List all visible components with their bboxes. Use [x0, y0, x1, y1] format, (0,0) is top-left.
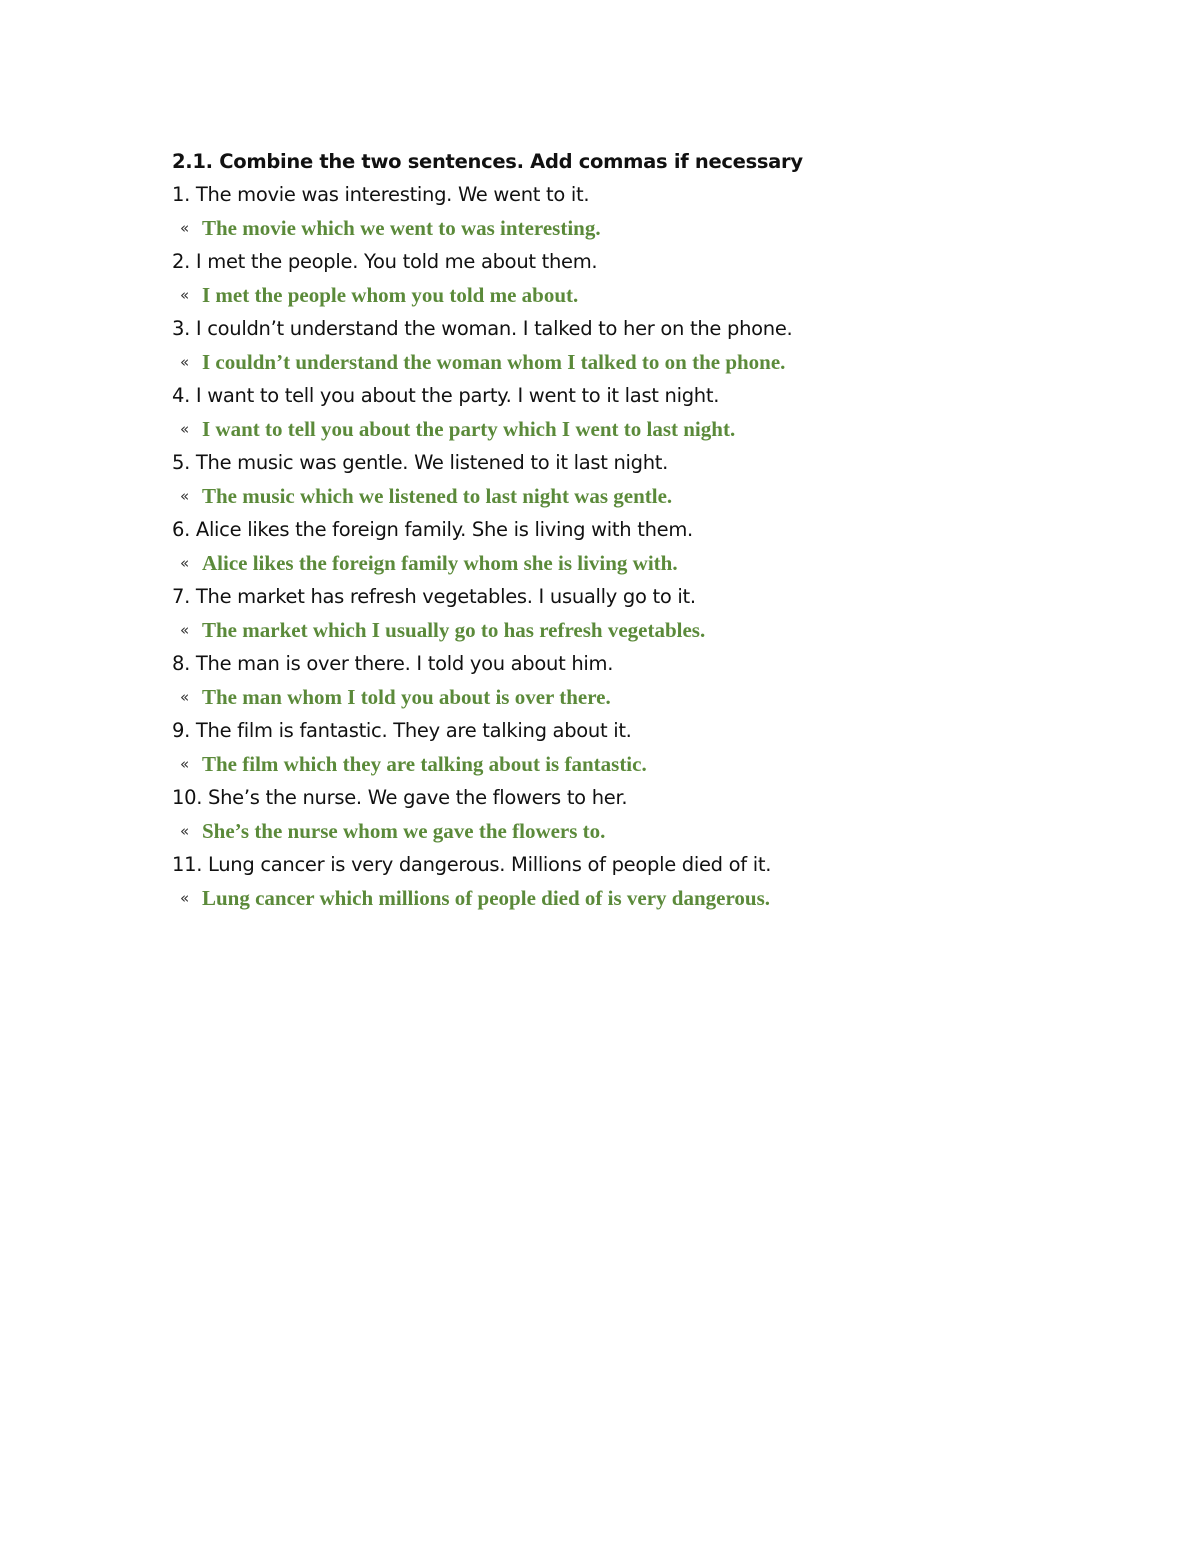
arrow-bullet-icon: « [180, 620, 190, 639]
arrow-bullet-icon: « [180, 754, 190, 773]
question-11: 11. Lung cancer is very dangerous. Millions of people died of it. [172, 853, 772, 876]
answer-10 [172, 815, 1072, 849]
question-10: 10. She’s the nurse. We gave the flowers to her. [172, 786, 628, 809]
arrow-bullet-icon: « [180, 486, 190, 505]
answer-text: The market which I usually go to has refresh vegetables. [202, 617, 706, 642]
question-2: 2. I met the people. You told me about them. [172, 250, 598, 273]
question-3: 3. I couldn’t understand the woman. I talked to her on the phone. [172, 317, 793, 340]
question-9: 9. The film is fantastic. They are talking about it. [172, 719, 632, 742]
question-7: 7. The market has refresh vegetables. I usually go to it. [172, 585, 696, 608]
answer-text: The film which they are talking about is fantastic. [202, 751, 647, 776]
answer-text: I couldn’t understand the woman whom I talked to on the phone. [202, 349, 786, 374]
exercise-heading: 2.1. Combine the two sentences. Add commas if necessary [172, 150, 803, 173]
answer-11 [172, 882, 1072, 916]
answer-text: Lung cancer which millions of people died of is very dangerous. [202, 885, 771, 910]
answer-6 [172, 547, 1072, 581]
answer-8 [172, 681, 1072, 715]
question-5: 5. The music was gentle. We listened to it last night. [172, 451, 669, 474]
answer-1 [172, 212, 1072, 246]
answer-2 [172, 279, 1072, 313]
answer-9 [172, 748, 1072, 782]
answer-text: I met the people whom you told me about. [202, 282, 579, 307]
answer-5 [172, 480, 1072, 514]
answer-7 [172, 614, 1072, 648]
answer-text: I want to tell you about the party which I went to last night. [202, 416, 736, 441]
answer-text: The movie which we went to was interesting. [202, 215, 601, 240]
arrow-bullet-icon: « [180, 888, 190, 907]
answer-text: She’s the nurse whom we gave the flowers to. [202, 818, 606, 843]
question-1: 1. The movie was interesting. We went to it. [172, 183, 590, 206]
arrow-bullet-icon: « [180, 553, 190, 572]
exercise-content [172, 145, 1072, 915]
answer-4 [172, 413, 1072, 447]
question-6: 6. Alice likes the foreign family. She is living with them. [172, 518, 693, 541]
answer-text: The music which we listened to last night was gentle. [202, 483, 673, 508]
arrow-bullet-icon: « [180, 285, 190, 304]
answer-text: Alice likes the foreign family whom she is living with. [202, 550, 678, 575]
question-8: 8. The man is over there. I told you about him. [172, 652, 614, 675]
answer-text: The man whom I told you about is over there. [202, 684, 611, 709]
answer-3 [172, 346, 1072, 380]
arrow-bullet-icon: « [180, 218, 190, 237]
arrow-bullet-icon: « [180, 419, 190, 438]
question-4: 4. I want to tell you about the party. I went to it last night. [172, 384, 720, 407]
arrow-bullet-icon: « [180, 687, 190, 706]
arrow-bullet-icon: « [180, 352, 190, 371]
arrow-bullet-icon: « [180, 821, 190, 840]
